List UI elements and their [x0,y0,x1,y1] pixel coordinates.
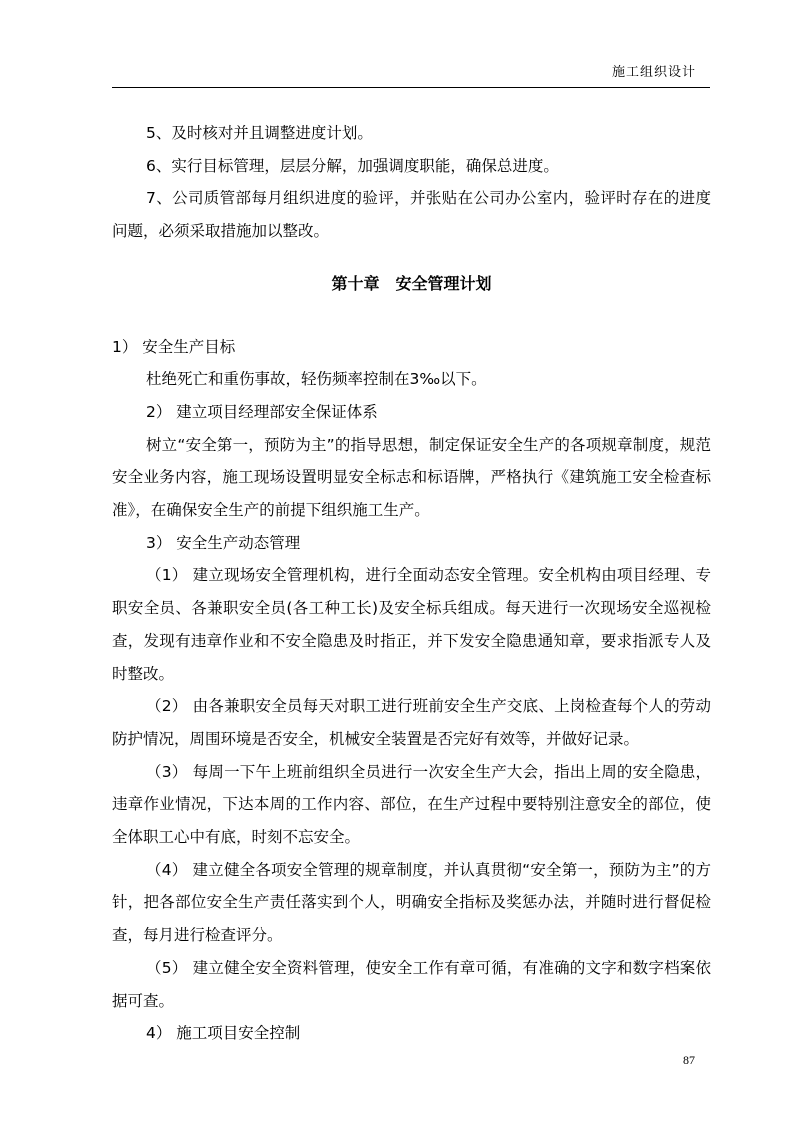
section-body-1: 杜绝死亡和重伤事故，轻伤频率控制在3‰以下。 [146,370,487,389]
subsection-paragraph-4: （4） 建立健全各项安全管理的规章制度，并认真贯彻“安全第一，预防为主”的方针，把各部位安全生产责任落实到个人，明确安全指标及奖惩办法，并随时进行督促检查，每月进行检查评分。 [112,860,711,945]
subsection-paragraph-3: （3） 每周一下午上班前组织全员进行一次安全生产大会，指出上周的安全隐患，违章作业情况，下达本周的工作内容、部位，在生产过程中要特别注意安全的部位，使全体职工心中有底，时刻不忘安全。 [112,762,711,847]
section-body-2: 树立“安全第一，预防为主”的指导思想，制定保证安全生产的各项规章制度，规范安全业务内容，施工现场设置明显安全标志和标语牌，严格执行《建筑施工安全检查标准》，在确保安全生产的前提下组织施工生产。 [112,435,711,520]
paragraph-item-7: 7、公司质管部每月组织进度的验评，并张贴在公司办公室内，验评时存在的进度问题，必须采取措施加以整改。 [112,189,711,241]
header-divider [112,87,710,88]
running-header-title: 施工组织设计 [611,65,696,80]
paragraph-item-6: 6、实行目标管理，层层分解，加强调度职能，确保总进度。 [146,156,559,175]
subsection-paragraph-2: （2） 由各兼职安全员每天对职工进行班前安全生产交底、上岗检查每个人的劳动防护情况，周围环境是否安全，机械安全装置是否完好有效等，并做好记录。 [112,697,711,748]
subsection-paragraph-1: （1） 建立现场安全管理机构，进行全面动态安全管理。安全机构由项目经理、专职安全员、各兼职安全员(各工种工长)及安全标兵组成。每天进行一次现场安全巡视检查，发现有违章作业和不安全隐患及时指正，并下发安全隐患通知章，要求指派专人及时整改。 [112,566,711,683]
section-heading-2: 2） 建立项目经理部安全保证体系 [146,402,378,421]
page-number: 87 [683,1053,695,1067]
paragraph-item-5: 5、及时核对并且调整进度计划。 [146,124,373,142]
chapter-title: 第十章 安全管理计划 [331,273,492,293]
subsection-paragraph-5: （5） 建立健全安全资料管理，使安全工作有章可循，有准确的文字和数字档案依据可查。 [112,958,711,1010]
section-heading-4: 4） 施工项目安全控制 [146,1024,301,1043]
section-heading-1: 1） 安全生产目标 [112,337,236,356]
section-heading-3: 3） 安全生产动态管理 [146,533,301,552]
document-body [112,117,711,1050]
